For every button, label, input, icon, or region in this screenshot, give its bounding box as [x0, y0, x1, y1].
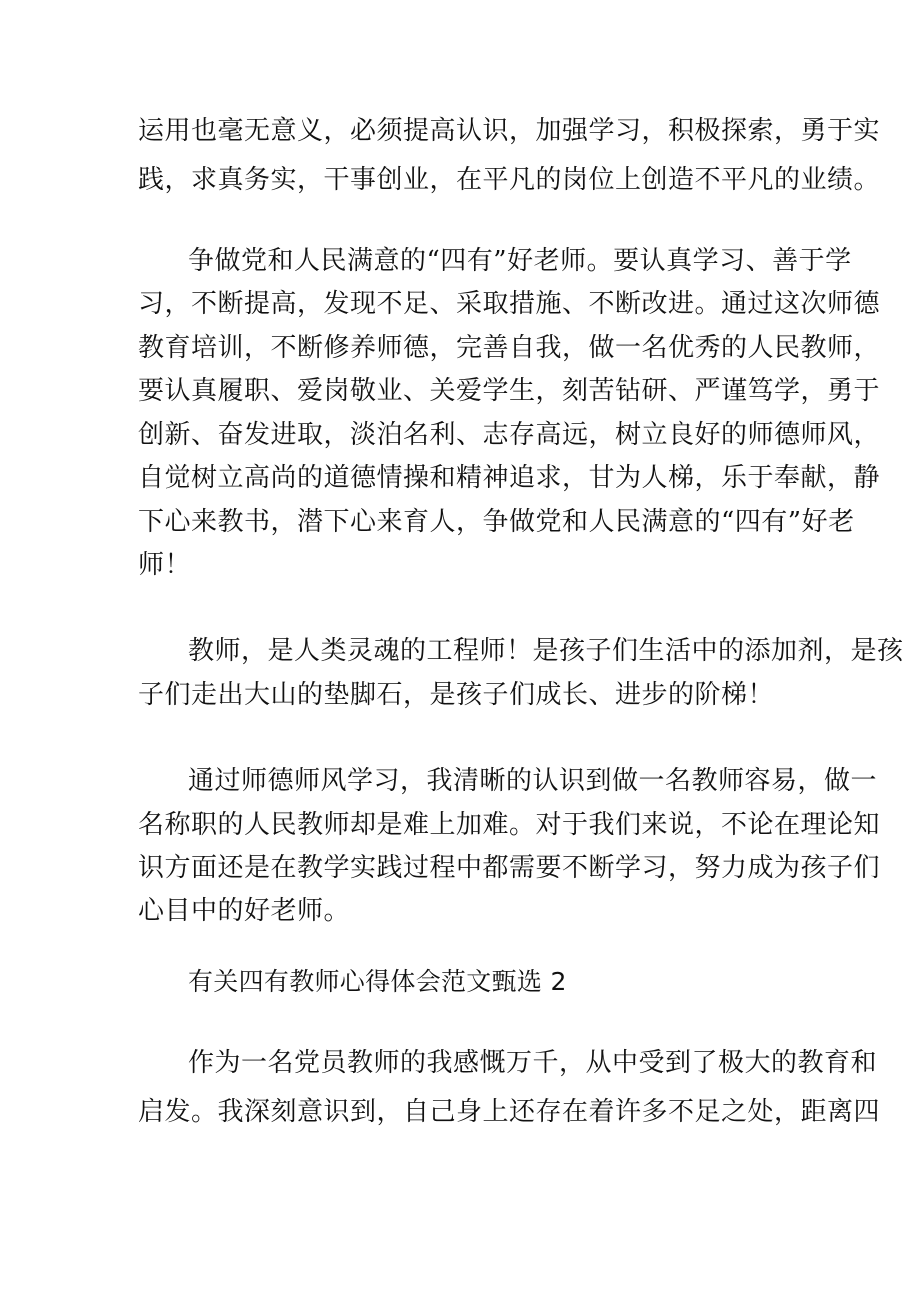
- paragraph-line: 心目中的好老师。: [138, 896, 351, 926]
- paragraph-line: 践，求真务实，干事创业，在平凡的岗位上创造不平凡的业绩。: [138, 165, 881, 195]
- paragraph-line: 争做党和人民满意的“四有”好老师。要认真学习、善于学: [188, 246, 852, 276]
- paragraph-line: 教育培训，不断修养师德，完善自我，做一名优秀的人民教师，: [138, 333, 881, 363]
- section-heading: 有关四有教师心得体会范文甄选 2: [188, 967, 567, 996]
- paragraph-line: 作为一名党员教师的我感慨万千，从中受到了极大的教育和: [188, 1048, 878, 1078]
- paragraph-line: 下心来教书，潜下心来育人，争做党和人民满意的“四有”好老: [138, 507, 855, 537]
- paragraph-line: 启发。我深刻意识到，自己身上还存在着许多不足之处，距离四: [138, 1097, 881, 1127]
- paragraph-line: 师！: [138, 550, 192, 580]
- paragraph-line: 名称职的人民教师却是难上加难。对于我们来说，不论在理论知: [138, 810, 881, 840]
- paragraph-line: 识方面还是在教学实践过程中都需要不断学习，努力成为孩子们: [138, 853, 881, 883]
- paragraph-line: 运用也毫无意义，必须提高认识，加强学习，积极探索，勇于实: [138, 116, 881, 146]
- paragraph-line: 习，不断提高，发现不足、采取措施、不断改进。通过这次师德: [138, 289, 881, 319]
- paragraph-line: 要认真履职、爱岗敬业、关爱学生，刻苦钻研、严谨笃学，勇于: [138, 376, 881, 406]
- paragraph-line: 自觉树立高尚的道德情操和精神追求，甘为人梯，乐于奉献，静: [138, 463, 881, 493]
- paragraph-line: 通过师德师风学习，我清晰的认识到做一名教师容易，做一: [188, 766, 878, 796]
- paragraph-line: 子们走出大山的垫脚石，是孩子们成长、进步的阶梯！: [138, 680, 775, 710]
- paragraph-line: 创新、奋发进取，淡泊名利、志存高远，树立良好的师德师风，: [138, 420, 881, 450]
- paragraph-line: 教师，是人类灵魂的工程师！是孩子们生活中的添加剂，是孩: [188, 636, 904, 666]
